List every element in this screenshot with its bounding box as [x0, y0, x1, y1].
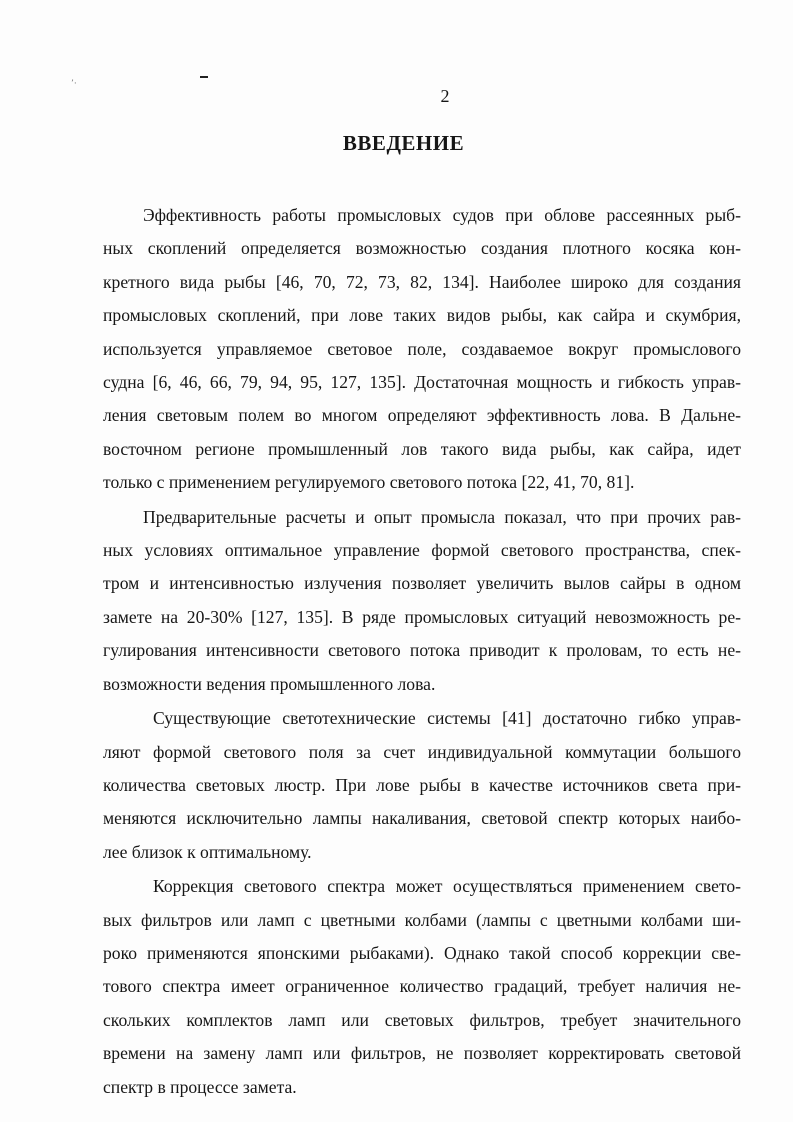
paragraph-line: замете на 20-30% [127, 135]. В ряде промысловых ситуаций невозможность ре- — [103, 606, 741, 627]
paragraph-line: восточном регионе промышленный лов такого вида рыбы, как сайра, идет — [103, 438, 741, 459]
paragraph-line: гулирования интенсивности светового потока приводит к проловам, то есть не- — [103, 640, 741, 661]
paragraph-line: тового спектра имеет ограниченное количество градаций, требует наличия не- — [103, 976, 741, 997]
paragraph-1 — [103, 199, 741, 500]
paragraph-line: только с применением регулируемого светового потока [22, 41, 70, 81]. — [103, 472, 635, 493]
paragraph-line: ных условиях оптимальное управление формой светового пространства, спек- — [103, 540, 741, 561]
scan-dash-mark — [200, 76, 208, 78]
paragraph-line: ления световым полем во многом определяют эффективность лова. В Дальне- — [103, 405, 741, 426]
paragraph-line: Коррекция светового спектра может осуществляться применением свето- — [153, 876, 741, 897]
paragraph-line: ляют формой светового поля за счет индивидуальной коммутации большого — [103, 741, 741, 762]
paragraph-line: ных скоплений определяется возможностью создания плотного косяка кон- — [103, 238, 741, 259]
paragraph-line: роко применяются японскими рыбаками). Однако такой способ коррекции све- — [103, 942, 741, 963]
paragraph-line: промысловых скоплений, при лове таких видов рыбы, как сайра и скумбрия, — [103, 305, 741, 326]
paragraph-line: скольких комплектов ламп или световых фильтров, требует значительного — [103, 1009, 741, 1030]
paragraph-line: используется управляемое световое поле, создаваемое вокруг промыслового — [103, 338, 741, 359]
paragraph-line: Существующие светотехнические системы [41] достаточно гибко управ- — [153, 708, 741, 729]
paragraph-line: Предварительные расчеты и опыт промысла показал, что при прочих рав- — [143, 506, 741, 527]
paragraph-line: меняются исключительно лампы накаливания, световой спектр которых наибо- — [103, 808, 741, 829]
paragraph-line: лее близок к оптимальному. — [103, 841, 312, 862]
paragraph-line: судна [6, 46, 66, 79, 94, 95, 127, 135]. Достаточная мощность и гибкость управ- — [103, 372, 741, 393]
paragraph-line: тром и интенсивностью излучения позволяет увеличить вылов сайры в одном — [103, 573, 741, 594]
paragraph-line: Эффективность работы промысловых судов при облове рассеянных рыб- — [143, 205, 741, 225]
body-text — [103, 199, 741, 1105]
paragraph-line: спектр в процессе замета. — [103, 1076, 297, 1097]
paragraph-3 — [103, 702, 741, 869]
paragraph-line: вых фильтров или ламп с цветными колбами (лампы с цветными колбами ши- — [103, 909, 741, 930]
paragraph-4 — [103, 870, 741, 1104]
paragraph-line: кретного вида рыбы [46, 70, 72, 73, 82, 134]. Наиболее широко для создания — [103, 271, 741, 292]
paragraph-line: количества световых люстр. При лове рыбы в качестве источников света при- — [103, 774, 741, 795]
paragraph-2 — [103, 501, 741, 701]
page-title: ВВЕДЕНИЕ — [342, 131, 465, 155]
page-number: 2 — [440, 86, 450, 106]
paragraph-line: времени на замену ламп или фильтров, не позволяет корректировать световой — [103, 1043, 741, 1064]
scan-corner-mark: ʼ· — [71, 79, 77, 89]
paragraph-line: возможности ведения промышленного лова. — [103, 673, 436, 694]
